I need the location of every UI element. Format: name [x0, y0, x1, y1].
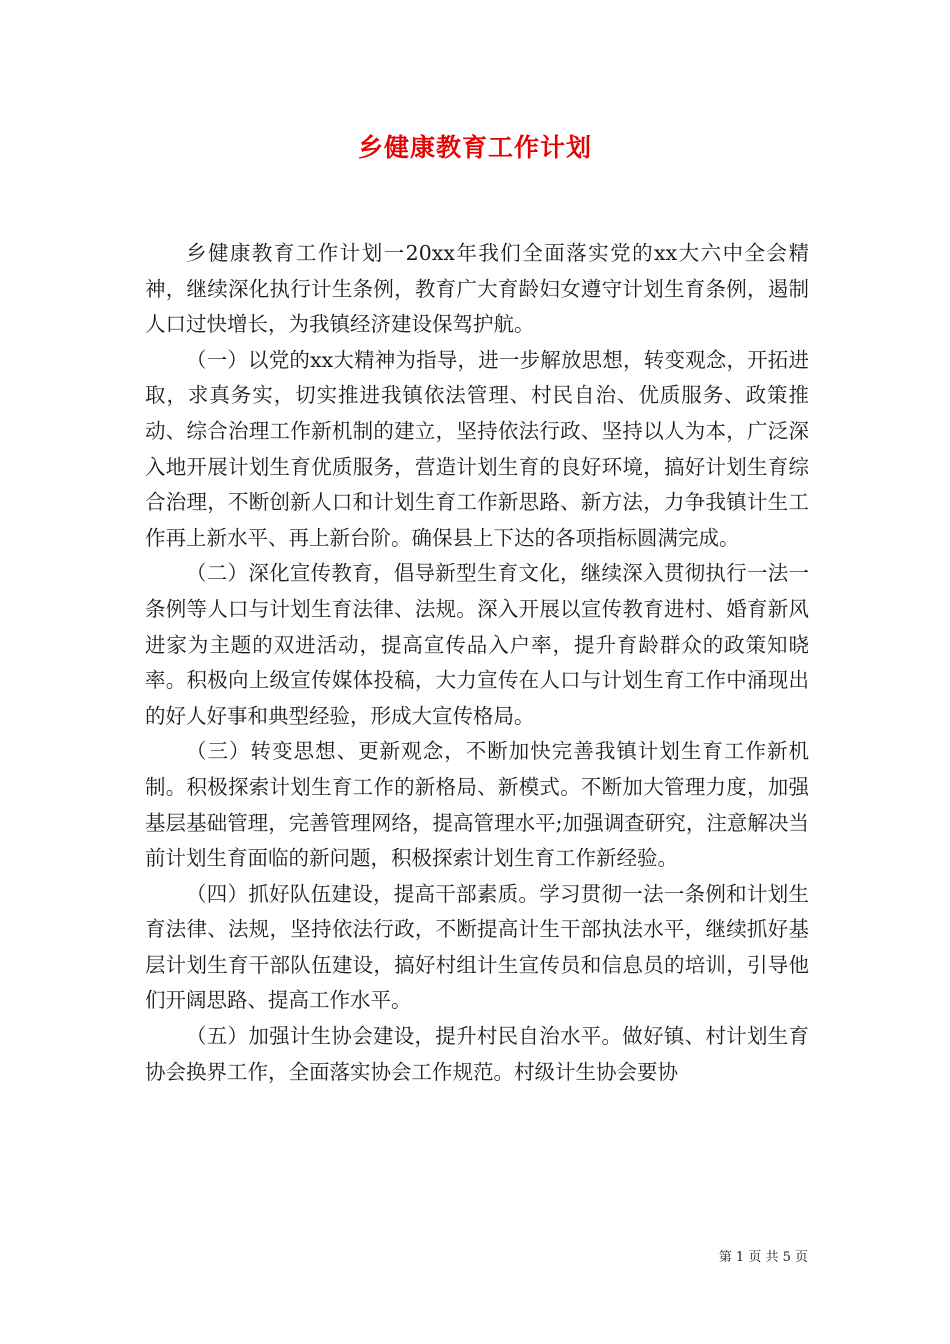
paragraph-item-2: （二）深化宣传教育，倡导新型生育文化，继续深入贯彻执行一法一条例等人口与计划生育法律、法规。深入开展以宣传教育进村、婚育新风进家为主题的双进活动，提高宣传品入户率，提升育龄群众的政策知晓率。积极向上级宣传媒体投稿，大力宣传在人口与计划生育工作中涌现出的好人好事和典型经验，形成大宣传格局。 [145, 561, 809, 728]
document-body [145, 236, 809, 1090]
paragraph-item-1: （一）以党的xx大精神为指导，进一步解放思想，转变观念，开拓进取，求真务实，切实推进我镇依法管理、村民自治、优质服务、政策推动、综合治理工作新机制的建立，坚持依法行政、坚持以人为本，广泛深入地开展计划生育优质服务，营造计划生育的良好环境，搞好计划生育综合治理，不断创新人口和计划生育工作新思路、新方法，力争我镇计生工作再上新水平、再上新台阶。确保县上下达的各项指标圆满完成。 [145, 347, 809, 550]
paragraph-item-4: （四）抓好队伍建设，提高干部素质。学习贯彻一法一条例和计划生育法律、法规，坚持依法行政，不断提高计生干部执法水平，继续抓好基层计划生育干部队伍建设，搞好村组计生宣传员和信息员的培训，引导他们开阔思路、提高工作水平。 [145, 881, 809, 1013]
paragraph-item-5: （五）加强计生协会建设，提升村民自治水平。做好镇、村计划生育协会换界工作，全面落实协会工作规范。村级计生协会要协 [145, 1024, 809, 1084]
paragraph-intro: 乡健康教育工作计划一20xx年我们全面落实党的xx大六中全会精神，继续深化执行计生条例，教育广大育龄妇女遵守计划生育条例，遏制人口过快增长，为我镇经济建设保驾护航。 [145, 241, 809, 337]
paragraph-item-3: （三）转变思想、更新观念，不断加快完善我镇计划生育工作新机制。积极探索计划生育工作的新格局、新模式。不断加大管理力度，加强基层基础管理，完善管理网络，提高管理水平;加强调查研究，注意解决当前计划生育面临的新问题，积极探索计划生育工作新经验。 [145, 739, 809, 871]
document-title: 乡健康教育工作计划 [357, 133, 592, 162]
page-number: 第 1 页 共 5 页 [718, 1250, 808, 1265]
